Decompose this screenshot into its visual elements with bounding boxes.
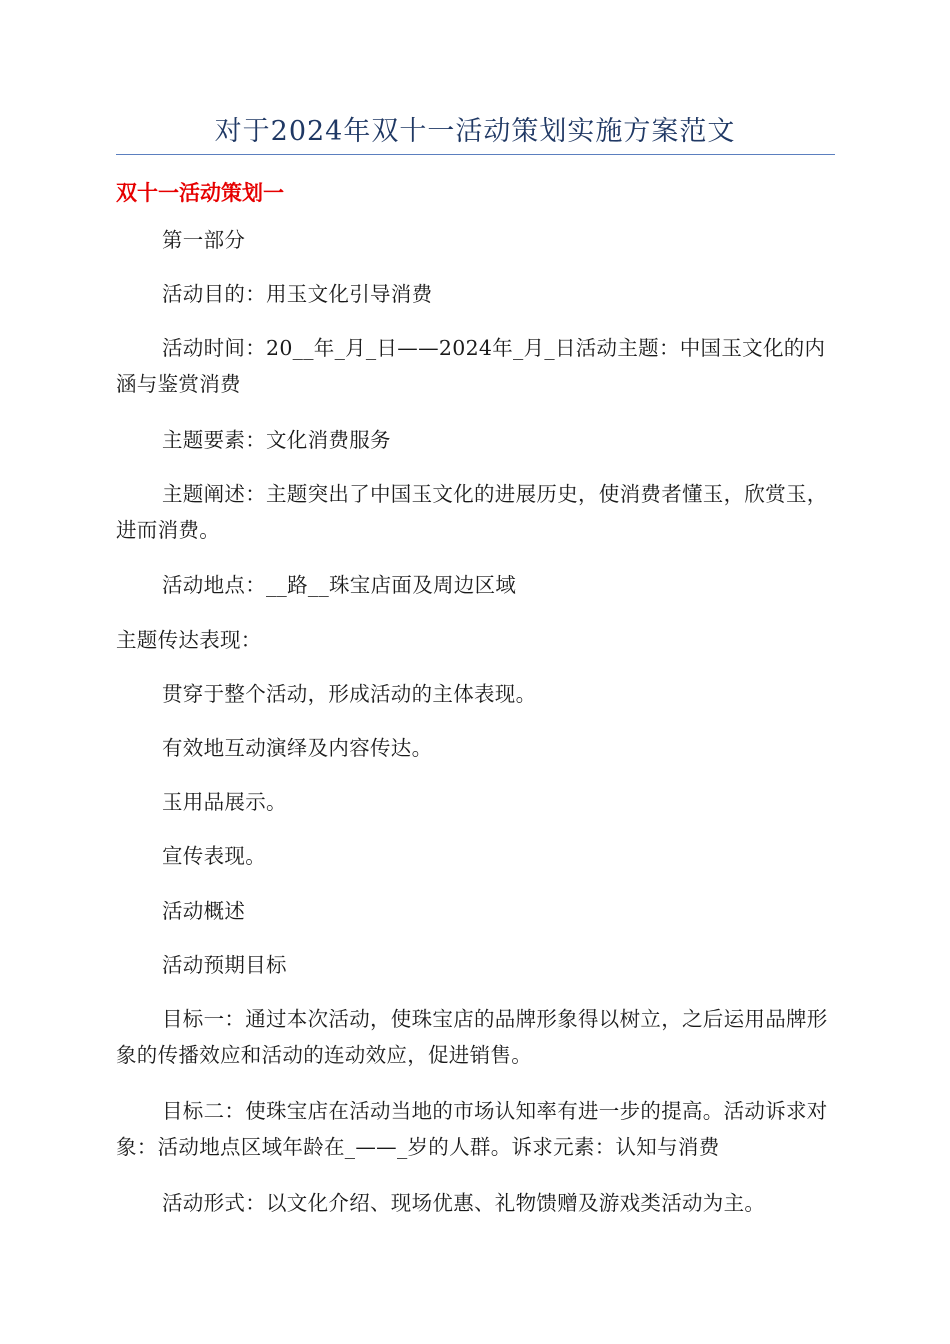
paragraph: 贯穿于整个活动，形成活动的主体表现。 xyxy=(162,682,537,706)
paragraph: 目标一：通过本次活动，使珠宝店的品牌形象得以树立，之后运用品牌形象的传播效应和活动的连动效应，促进销售。 xyxy=(116,1007,828,1067)
section-heading: 双十一活动策划一 xyxy=(116,181,284,205)
paragraph: 主题传达表现： xyxy=(116,628,262,652)
paragraph: 第一部分 xyxy=(162,228,246,252)
paragraph: 宣传表现。 xyxy=(162,844,266,868)
document-title: 对于2024年双十一活动策划实施方案范文 xyxy=(214,116,736,147)
paragraph: 活动预期目标 xyxy=(162,953,287,977)
paragraph: 目标二：使珠宝店在活动当地的市场认知率有进一步的提高。活动诉求对象：活动地点区域年龄在_——_岁的人群。诉求元素：认知与消费 xyxy=(116,1099,828,1159)
paragraph: 主题要素：文化消费服务 xyxy=(162,428,391,452)
paragraph: 主题阐述：主题突出了中国玉文化的进展历史，使消费者懂玉，欣赏玉，进而消费。 xyxy=(116,482,828,542)
paragraph: 活动形式：以文化介绍、现场优惠、礼物馈赠及游戏类活动为主。 xyxy=(162,1191,766,1215)
paragraph: 有效地互动演绎及内容传达。 xyxy=(162,736,433,760)
paragraph: 活动地点：__路__珠宝店面及周边区域 xyxy=(162,573,517,597)
paragraph: 活动目的：用玉文化引导消费 xyxy=(162,282,433,306)
paragraph: 活动概述 xyxy=(162,899,246,923)
paragraph: 玉用品展示。 xyxy=(162,790,287,814)
title-underline xyxy=(116,154,835,155)
paragraph: 活动时间：20__年_月_日——2024年_月_日活动主题：中国玉文化的内涵与鉴赏消费 xyxy=(116,336,826,396)
